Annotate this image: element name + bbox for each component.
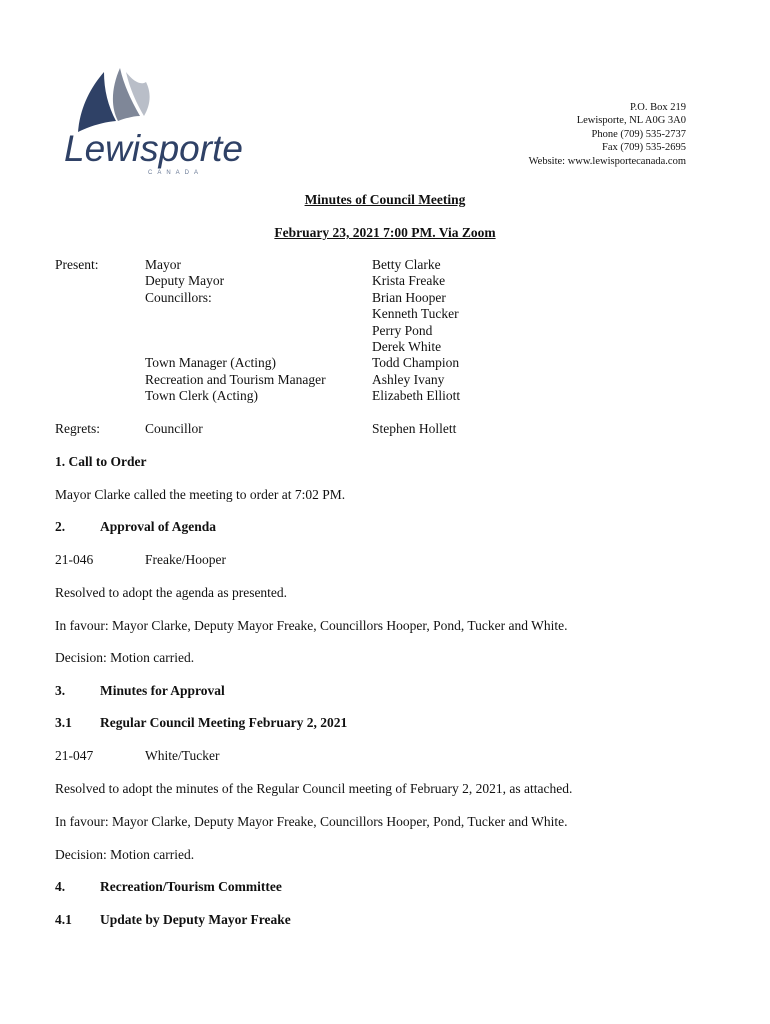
role-item: Town Clerk (Acting) [145,388,259,404]
name-item: Brian Hooper [372,289,446,305]
regrets-name: Stephen Hollett [372,421,457,436]
name-item: Ashley Ivany [372,371,445,387]
city-line: Lewisporte, NL A0G 3A0 [576,115,686,127]
section-2-number: 2. [55,519,66,534]
motion-resolved: Resolved to adopt the agenda as presented. [55,585,288,600]
section-2-title: Approval of Agenda [100,519,217,534]
section-4-title: Recreation/Tourism Committee [100,879,282,894]
section-3-1-title: Regular Council Meeting February 2, 2021 [100,715,348,730]
logo-wordmark: Lewisporte [64,128,243,169]
town-logo [60,66,243,178]
name-item: Elizabeth Elliott [372,388,461,404]
name-item: Krista Freake [372,273,446,289]
present-roles [145,257,326,405]
meeting-date-line: February 23, 2021 7:00 PM. Via Zoom [274,225,496,240]
present-names [372,257,460,405]
regrets-label: Regrets: [55,421,100,436]
motion-decision: Decision: Motion carried. [55,650,195,665]
section-4-1-number: 4.1 [55,912,72,927]
logo-subtitle: CANADA [148,170,204,176]
motion-number: 21-046 [55,552,94,567]
section-1-text: Mayor Clarke called the meeting to order at 7:02 PM. [55,487,346,502]
name-item: Kenneth Tucker [372,306,459,322]
role-item: Mayor [145,257,181,272]
motion-in-favour: In favour: Mayor Clarke, Deputy Mayor Freake, Councillors Hooper, Pond, Tucker and White. [55,814,568,829]
role-item: Recreation and Tourism Manager [145,371,326,387]
po-box: P.O. Box 219 [629,102,686,113]
section-1-heading: 1. Call to Order [55,454,147,469]
regrets-role: Councillor [145,421,203,436]
role-item [145,323,326,339]
phone-line: Phone (709) 535-2737 [591,128,686,140]
name-item: Perry Pond [372,322,433,338]
present-label: Present: [55,257,99,272]
website-line: Website: www.lewisportecanada.com [528,155,686,167]
motion-resolved: Resolved to adopt the minutes of the Regular Council meeting of February 2, 2021, as attached. [55,781,573,796]
section-4-1-title: Update by Deputy Mayor Freake [100,912,291,927]
role-item: Councillors: [145,289,212,305]
name-item: Todd Champion [372,355,460,371]
role-item: Town Manager (Acting) [145,355,277,371]
motion-movers: White/Tucker [145,748,220,763]
motion-in-favour: In favour: Mayor Clarke, Deputy Mayor Freake, Councillors Hooper, Pond, Tucker and White. [55,618,568,633]
role-item: Deputy Mayor [145,273,225,289]
section-3-number: 3. [55,683,66,698]
name-item: Derek White [372,338,442,354]
motion-decision: Decision: Motion carried. [55,847,195,862]
fax-line: Fax (709) 535-2695 [602,142,686,154]
role-item [145,339,326,355]
motion-movers: Freake/Hooper [145,552,226,567]
section-3-title: Minutes for Approval [100,683,225,698]
section-4-number: 4. [55,879,66,894]
section-3-1-number: 3.1 [55,715,72,730]
document-title: Minutes of Council Meeting [304,192,466,207]
motion-number: 21-047 [55,748,94,763]
role-item [145,306,326,322]
name-item: Betty Clarke [372,257,441,272]
address-block [529,101,686,168]
